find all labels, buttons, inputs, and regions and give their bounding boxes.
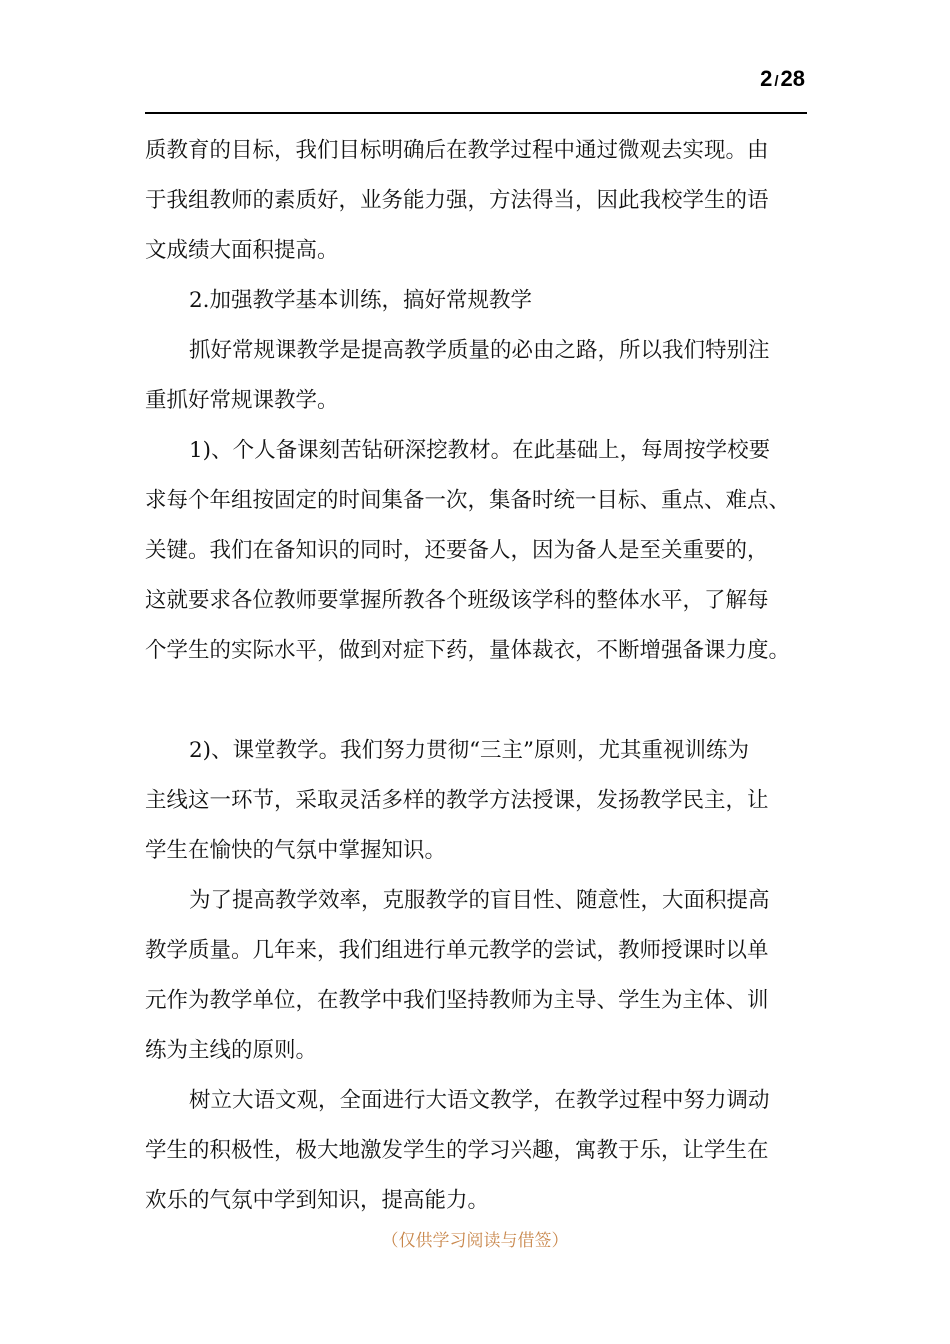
header-rule [145,112,807,114]
text-line: 质教育的目标，我们目标明确后在教学过程中通过微观去实现。由 [145,138,769,163]
body-text [145,126,817,1226]
text-line: 元作为教学单位，在教学中我们坚持教师为主导、学生为主体、训 [145,988,769,1013]
text-line: 教学质量。几年来，我们组进行单元教学的尝试，教师授课时以单 [145,938,769,963]
text-line: 文成绩大面积提高。 [145,238,339,263]
text-line: 个学生的实际水平，做到对症下药，量体裁衣，不断增强备课力度。 [145,638,791,663]
footer-note: （仅供学习阅读与借签） [381,1231,569,1251]
text-line: 欢乐的气氛中学到知识，提高能力。 [145,1188,490,1213]
text-line: 树立大语文观，全面进行大语文教学，在教学过程中努力调动 [189,1088,770,1113]
page-number-current: 2 [760,66,773,91]
text-line: 于我组教师的素质好，业务能力强，方法得当，因此我校学生的语 [145,188,769,213]
page-number-separator: / [774,73,779,90]
paragraph-gap [145,676,817,726]
page-number [760,66,805,92]
text-line: 主线这一环节，采取灵活多样的教学方法授课，发扬教学民主，让 [145,788,769,813]
text-line: 重抓好常规课教学。 [145,388,339,413]
text-line: 1)、个人备课刻苦钻研深挖教材。在此基础上，每周按学校要 [189,438,771,463]
text-line: 2)、课堂教学。我们努力贯彻“三主”原则，尤其重视训练为 [189,738,750,763]
text-line: 练为主线的原则。 [145,1038,318,1063]
text-line: 学生的积极性，极大地激发学生的学习兴趣，寓教于乐，让学生在 [145,1138,769,1163]
text-line: 这就要求各位教师要掌握所教各个班级该学科的整体水平，了解每 [145,588,769,613]
section-heading: 2.加强教学基本训练，搞好常规教学 [189,288,533,313]
text-line: 学生在愉快的气氛中掌握知识。 [145,838,447,863]
text-line: 为了提高教学效率，克服教学的盲目性、随意性，大面积提高 [189,888,770,913]
text-line: 抓好常规课教学是提高教学质量的必由之路，所以我们特别注 [189,338,770,363]
text-line: 求每个年组按固定的时间集备一次，集备时统一目标、重点、难点、 [145,488,791,513]
page-number-total: 28 [780,66,805,91]
text-line: 关键。我们在备知识的同时，还要备人，因为备人是至关重要的， [145,538,769,563]
